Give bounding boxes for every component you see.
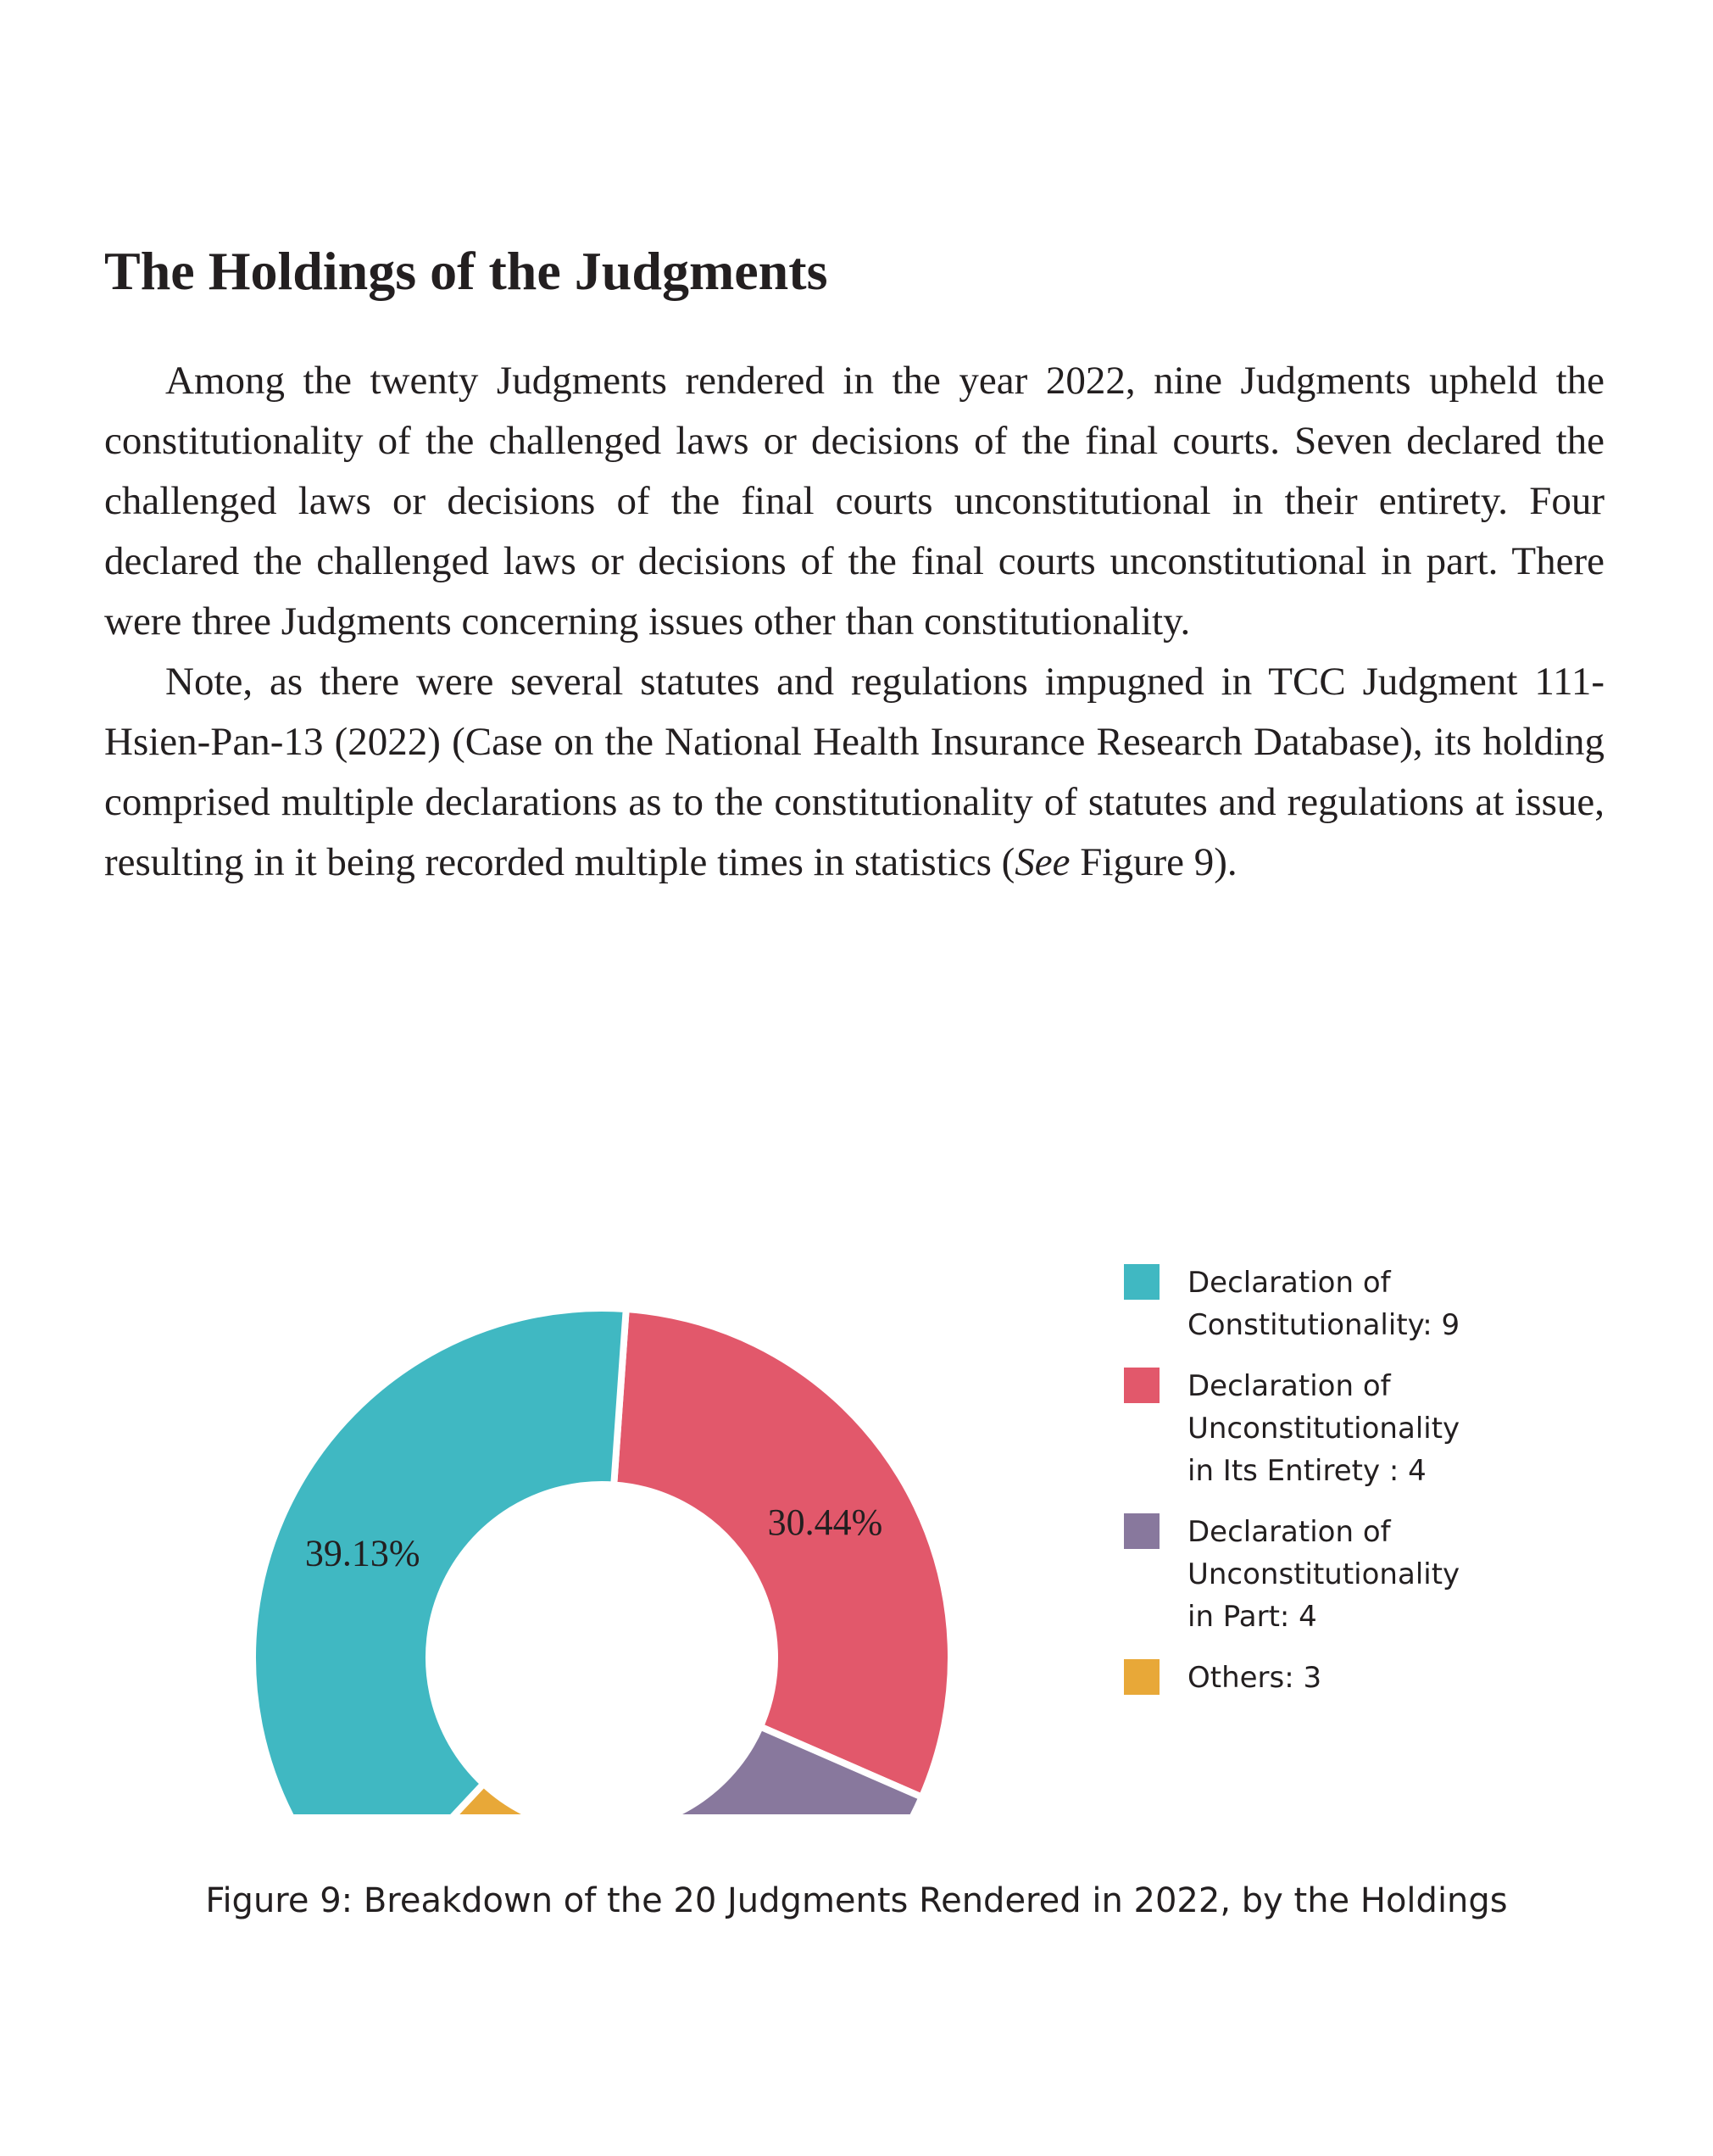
donut-slice bbox=[614, 1309, 951, 1797]
body-text bbox=[104, 351, 1605, 893]
legend-item-constitutionality bbox=[1124, 1262, 1480, 1346]
legend-label: in Its Entirety : 4 bbox=[1187, 1454, 1427, 1488]
paragraph-2-text: Note, as there were several statutes and regulations impugned in TCC Judgment 111-Hsien-Pan-13 (2022) (Case on the National Health Insurance Research Database), its holding comprised multiple declarations as to the constitutionality of statutes and regulations at issue, resulting in it being recorded multiple times in statistics ( bbox=[104, 660, 1605, 884]
legend-swatch bbox=[1124, 1513, 1160, 1549]
section-heading: The Holdings of the Judgments bbox=[104, 241, 828, 301]
legend-item-unconstitutional-entirety bbox=[1124, 1365, 1480, 1492]
legend-label: Others: 3 bbox=[1187, 1661, 1322, 1695]
paragraph-1: Among the twenty Judgments rendered in the year 2022, nine Judgments upheld the constitutionality of the challenged laws or decisions of the final courts. Seven declared the challenged laws or decisions of the final courts unconstitutional in their entirety. Four declared the challenged laws or decisions of the final courts unconstitutional in part. There were three Judgments concerning issues other than constitutionality. bbox=[104, 359, 1605, 643]
legend-label: Unconstitutionality bbox=[1187, 1412, 1460, 1446]
donut-chart bbox=[0, 1051, 1102, 1814]
legend-swatch bbox=[1124, 1368, 1160, 1403]
legend-label: Declaration of bbox=[1187, 1369, 1391, 1403]
legend-item-others bbox=[1124, 1657, 1480, 1699]
legend-label: in Part: 4 bbox=[1187, 1600, 1317, 1634]
legend-swatch bbox=[1124, 1659, 1160, 1695]
legend-swatch bbox=[1124, 1264, 1160, 1300]
paragraph-2-end: Figure 9). bbox=[1070, 840, 1237, 884]
see-reference: See bbox=[1015, 840, 1071, 884]
legend-label: Declaration of bbox=[1187, 1515, 1391, 1549]
slice-percent-label: 39.13% bbox=[304, 1532, 420, 1574]
legend-label: Declaration of bbox=[1187, 1266, 1391, 1300]
chart-legend bbox=[1124, 1262, 1480, 1718]
legend-label: Unconstitutionality bbox=[1187, 1557, 1460, 1591]
paragraph-2 bbox=[104, 652, 1605, 893]
figure-caption: Figure 9: Breakdown of the 20 Judgments Rendered in 2022, by the Holdings bbox=[205, 1881, 1508, 1920]
legend-label: Constitutionality: 9 bbox=[1187, 1308, 1460, 1342]
slice-percent-label: 30.44% bbox=[767, 1501, 883, 1543]
legend-item-unconstitutional-part bbox=[1124, 1511, 1480, 1638]
